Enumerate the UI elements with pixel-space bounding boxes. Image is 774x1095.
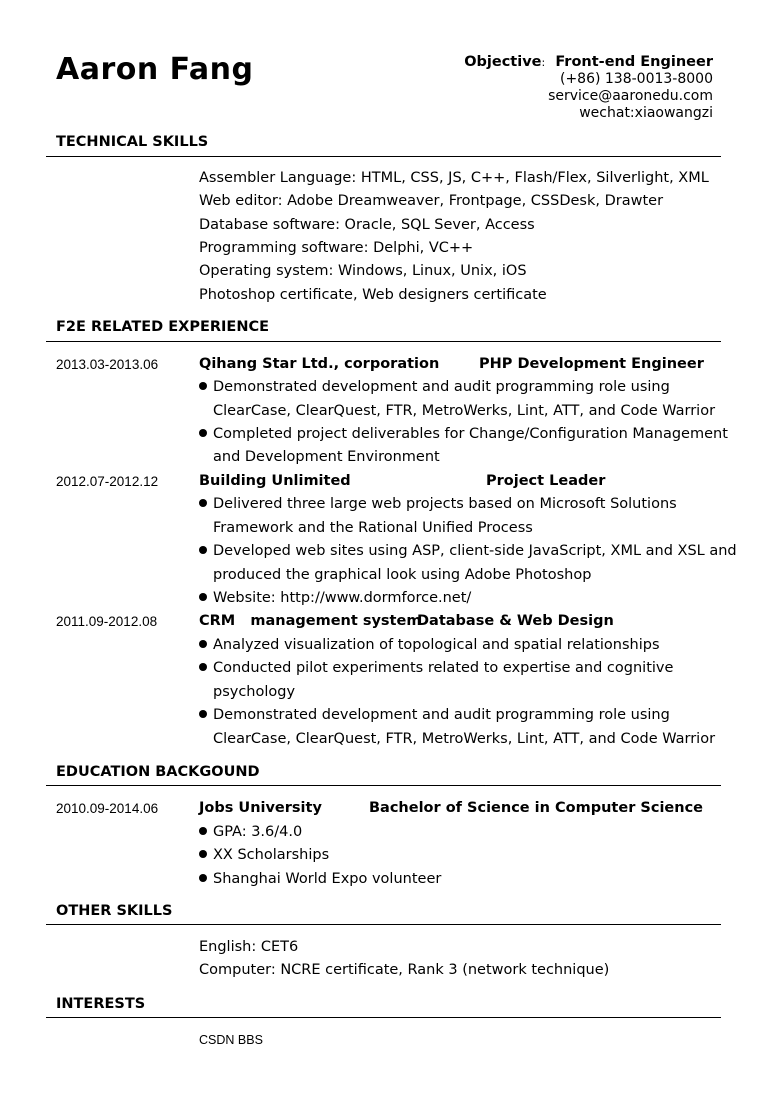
job-bullet: [199, 660, 673, 676]
bullet-text: Shanghai World Expo volunteer: [213, 871, 442, 887]
bullet-text: Conducted pilot experiments related to expertise and cognitive: [213, 660, 674, 676]
bullet-dot-icon: [199, 429, 207, 437]
job-bullet: [199, 637, 660, 653]
bullet-text: Completed project deliverables for Change/Configuration Management: [213, 426, 728, 442]
school-name: Jobs University: [199, 800, 322, 816]
section-title-interests: INTERESTS: [56, 996, 146, 1012]
bullet-text: Developed web sites using ASP, client-side JavaScript, XML and XSL and: [213, 543, 737, 559]
objective-value: Front-end Engineer: [555, 54, 713, 70]
education-bullet: [199, 824, 302, 840]
bullet-dot-icon: [199, 663, 207, 671]
bullet-text: XX Scholarships: [213, 847, 330, 863]
candidate-name: Aaron Fang: [56, 52, 254, 87]
job-company: CRM management system: [199, 613, 422, 629]
education-bullet: [199, 871, 441, 887]
bullet-text: Demonstrated development and audit programming role using: [213, 379, 670, 395]
job-role: Project Leader: [486, 473, 606, 489]
job-bullet: [199, 379, 670, 395]
degree-name: Bachelor of Science in Computer Science: [369, 800, 703, 816]
section-divider: [46, 341, 721, 342]
bullet-dot-icon: [199, 640, 207, 648]
bullet-continuation: produced the graphical look using Adobe Photoshop: [213, 567, 592, 583]
bullet-dot-icon: [199, 827, 207, 835]
job-bullet: [199, 590, 471, 606]
wechat-id: wechat:xiaowangzi: [579, 105, 713, 121]
bullet-dot-icon: [199, 382, 207, 390]
section-divider: [46, 1017, 721, 1018]
skill-line: Programming software: Delphi, VC++: [199, 240, 474, 256]
interest-line: CSDN BBS: [199, 1033, 263, 1047]
bullet-continuation: and Development Environment: [213, 449, 440, 465]
skill-line: Web editor: Adobe Dreamweaver, Frontpage, CSSDesk, Drawter: [199, 193, 664, 209]
section-divider: [46, 924, 721, 925]
bullet-text: Analyzed visualization of topological and spatial relationships: [213, 637, 660, 653]
section-title-education: EDUCATION BACKGOUND: [56, 764, 260, 780]
section-title-technical-skills: TECHNICAL SKILLS: [56, 134, 209, 150]
bullet-dot-icon: [199, 546, 207, 554]
job-date: 2012.07-2012.12: [56, 474, 159, 489]
job-bullet: [199, 707, 670, 723]
bullet-text: GPA: 3.6/4.0: [213, 824, 303, 840]
education-date: 2010.09-2014.06: [56, 801, 159, 816]
section-title-experience: F2E RELATED EXPERIENCE: [56, 319, 269, 335]
objective-line: [464, 54, 713, 71]
job-date: 2013.03-2013.06: [56, 357, 159, 372]
job-role: PHP Development Engineer: [479, 356, 704, 372]
bullet-continuation: psychology: [213, 684, 296, 700]
bullet-text: Website: http://www.dormforce.net/: [213, 590, 472, 606]
objective-label: Objective: [464, 54, 542, 70]
skill-line: Database software: Oracle, SQL Sever, Access: [199, 217, 535, 233]
education-bullet: [199, 847, 329, 863]
job-role: Database & Web Design: [417, 613, 614, 629]
bullet-dot-icon: [199, 710, 207, 718]
bullet-dot-icon: [199, 850, 207, 858]
skill-line: Operating system: Windows, Linux, Unix, iOS: [199, 263, 527, 279]
job-company: Building Unlimited: [199, 473, 351, 489]
skill-line: Assembler Language: HTML, CSS, JS, C++, Flash/Flex, Silverlight, XML: [199, 170, 709, 186]
bullet-dot-icon: [199, 499, 207, 507]
bullet-continuation: Framework and the Rational Unified Process: [213, 520, 533, 536]
bullet-dot-icon: [199, 593, 207, 601]
phone-number: (+86) 138-0013-8000: [559, 71, 713, 87]
other-skill-line: Computer: NCRE certificate, Rank 3 (network technique): [199, 962, 610, 978]
objective-separator: :: [541, 56, 546, 69]
bullet-text: Demonstrated development and audit programming role using: [213, 707, 670, 723]
skill-line: Photoshop certificate, Web designers certificate: [199, 287, 547, 303]
section-title-other-skills: OTHER SKILLS: [56, 903, 173, 919]
job-date: 2011.09-2012.08: [56, 614, 158, 629]
job-bullet: [199, 543, 737, 559]
job-bullet: [199, 426, 728, 442]
section-divider: [46, 156, 721, 157]
contact-block: [464, 54, 713, 122]
other-skill-line: English: CET6: [199, 939, 299, 955]
bullet-continuation: ClearCase, ClearQuest, FTR, MetroWerks, Lint, ATT, and Code Warrior: [213, 731, 716, 747]
bullet-text: Delivered three large web projects based on Microsoft Solutions: [213, 496, 677, 512]
job-company: Qihang Star Ltd., corporation: [199, 356, 440, 372]
section-divider: [46, 785, 721, 786]
bullet-dot-icon: [199, 874, 207, 882]
email-address: service@aaronedu.com: [548, 88, 713, 104]
bullet-continuation: ClearCase, ClearQuest, FTR, MetroWerks, Lint, ATT, and Code Warrior: [213, 403, 716, 419]
job-bullet: [199, 496, 677, 512]
